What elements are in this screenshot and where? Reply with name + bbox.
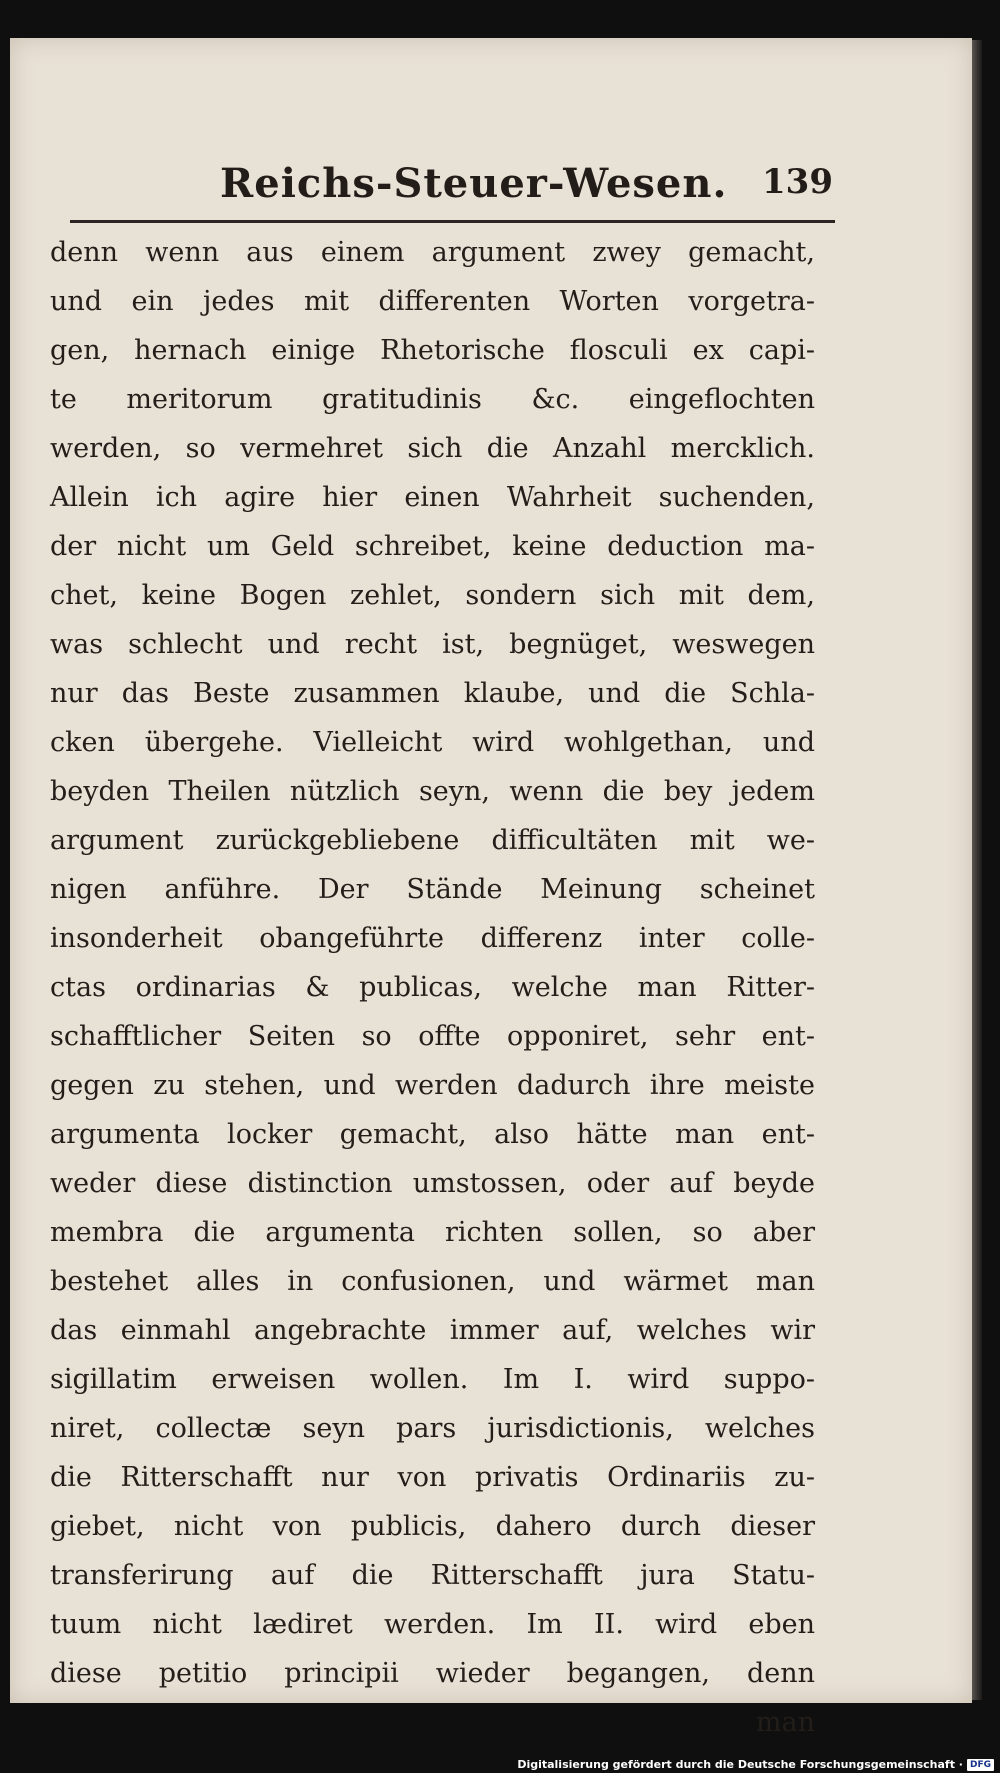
text-line: nigen anführe. Der Stände Meinung scheinet bbox=[50, 874, 815, 905]
book-page bbox=[10, 38, 972, 1738]
text-line: weder diese distinction umstossen, oder auf beyde bbox=[50, 1168, 815, 1199]
text-line: te meritorum gratitudinis &c. eingeflochten bbox=[50, 384, 815, 415]
text-line: die Ritterschafft nur von privatis Ordinariis zu- bbox=[50, 1462, 815, 1493]
text-line: der nicht um Geld schreibet, keine deduction ma- bbox=[50, 531, 815, 562]
text-line: ctas ordinarias & publicas, welche man Ritter- bbox=[50, 972, 815, 1003]
text-line: diese petitio principii wieder begangen, denn bbox=[50, 1658, 815, 1689]
page-header bbox=[70, 150, 835, 223]
credit-text: Digitalisierung gefördert durch die Deutsche Forschungsgemeinschaft · bbox=[517, 1758, 963, 1771]
text-line: argument zurückgebliebene difficultäten mit we- bbox=[50, 825, 815, 856]
dfg-logo-icon: DFG bbox=[967, 1759, 994, 1771]
page-edge-shadow bbox=[972, 40, 982, 1700]
text-line: cken übergehe. Vielleicht wird wohlgethan, und bbox=[50, 727, 815, 758]
text-line: giebet, nicht von publicis, dahero durch dieser bbox=[50, 1511, 815, 1542]
text-line: insonderheit obangeführte differenz inter colle- bbox=[50, 923, 815, 954]
text-line: schafftlicher Seiten so offte opponiret, sehr ent- bbox=[50, 1021, 815, 1052]
text-line: gen, hernach einige Rhetorische flosculi ex capi- bbox=[50, 335, 815, 366]
body-text bbox=[50, 228, 815, 1747]
text-line: chet, keine Bogen zehlet, sondern sich mit dem, bbox=[50, 580, 815, 611]
text-line: sigillatim erweisen wollen. Im I. wird suppo- bbox=[50, 1364, 815, 1395]
text-line: und ein jedes mit differenten Worten vorgetra- bbox=[50, 286, 815, 317]
text-line: bestehet alles in confusionen, und wärmet man bbox=[50, 1266, 815, 1297]
page-number: 139 bbox=[762, 162, 833, 202]
digitization-credit bbox=[517, 1758, 994, 1771]
text-line: werden, so vermehret sich die Anzahl mercklich. bbox=[50, 433, 815, 464]
text-line: transferirung auf die Ritterschafft jura Statu- bbox=[50, 1560, 815, 1591]
text-line: nur das Beste zusammen klaube, und die Schla- bbox=[50, 678, 815, 709]
text-line: das einmahl angebrachte immer auf, welches wir bbox=[50, 1315, 815, 1346]
text-line: gegen zu stehen, und werden dadurch ihre meiste bbox=[50, 1070, 815, 1101]
text-line: beyden Theilen nützlich seyn, wenn die bey jedem bbox=[50, 776, 815, 807]
text-line: membra die argumenta richten sollen, so aber bbox=[50, 1217, 815, 1248]
running-title: Reichs-Steuer-Wesen. bbox=[220, 160, 728, 207]
text-line: denn wenn aus einem argument zwey gemacht, bbox=[50, 237, 815, 268]
text-line: Allein ich agire hier einen Wahrheit suchenden, bbox=[50, 482, 815, 513]
text-line: was schlecht und recht ist, begnüget, weswegen bbox=[50, 629, 815, 660]
text-line: argumenta locker gemacht, also hätte man ent- bbox=[50, 1119, 815, 1150]
catchword: man bbox=[755, 1707, 815, 1738]
text-line: niret, collectæ seyn pars jurisdictionis, welches bbox=[50, 1413, 815, 1444]
text-line: tuum nicht lædiret werden. Im II. wird eben bbox=[50, 1609, 815, 1640]
